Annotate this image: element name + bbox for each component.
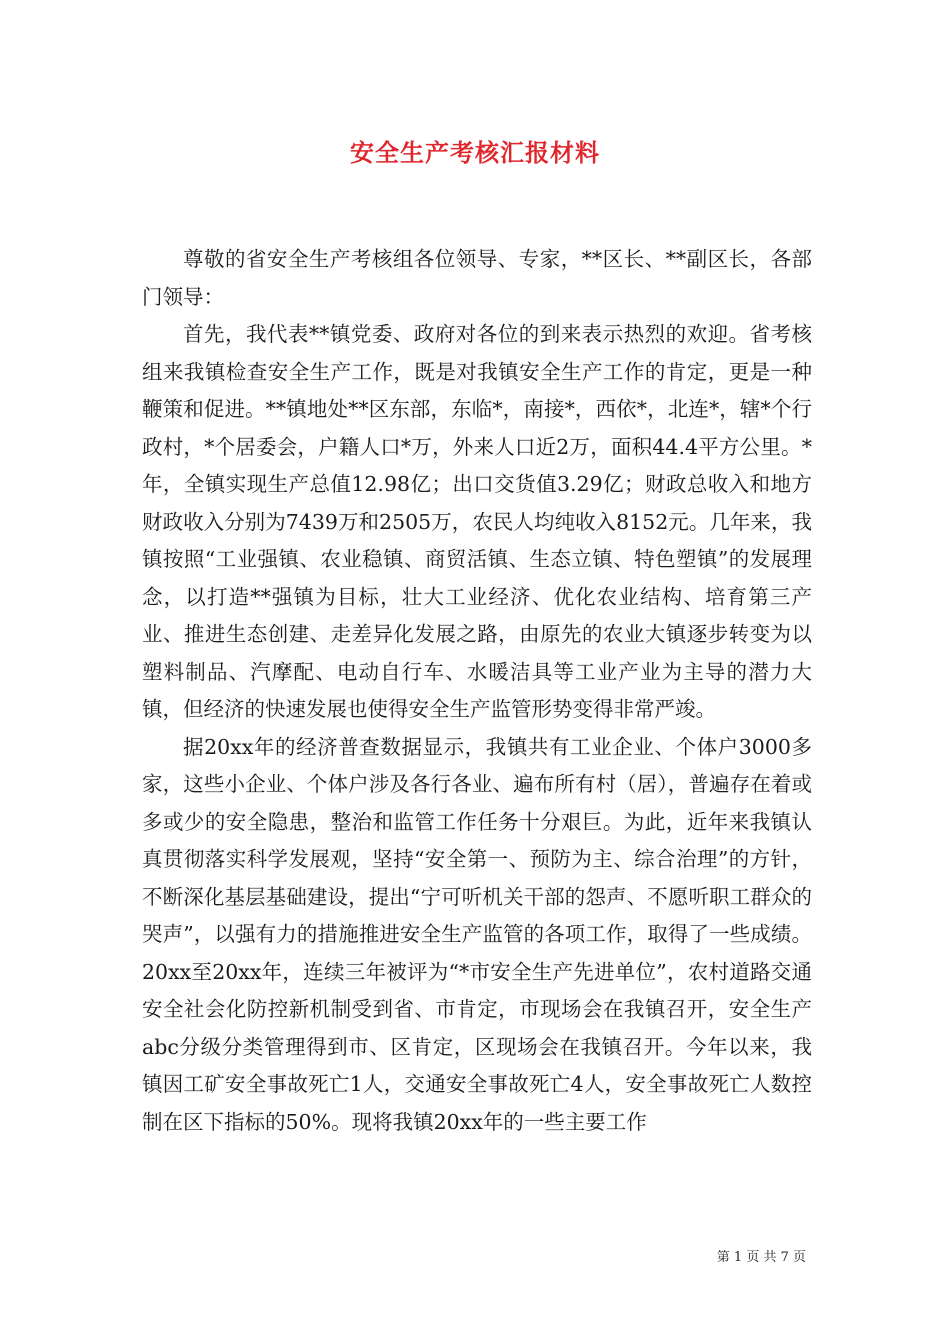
- paragraph-greeting: 尊敬的省安全生产考核组各位领导、专家，**区长、**副区长，各部门领导：: [142, 247, 812, 309]
- paragraph-overview: 据20xx年的经济普查数据显示，我镇共有工业企业、个体户3000多家，这些小企业、个体户涉及各行各业、遍布所有村（居），普遍存在着或多或少的安全隐患，整治和监管工作任务十分艰巨。为此，近年来我镇认真贯彻落实科学发展观，坚持“安全第一、预防为主、综合治理”的方针，不断深化基层基础建设，提出“宁可听机关干部的怨声、不愿听职工群众的哭声”，以强有力的措施推进安全生产监管的各项工作，取得了一些成绩。20xx至20xx年，连续三年被评为“*市安全生产先进单位”，农村道路交通安全社会化防控新机制受到省、市肯定，市现场会在我镇召开，安全生产abc分级分类管理得到市、区肯定，区现场会在我镇召开。今年以来，我镇因工矿安全事故死亡1人，交通安全事故死亡4人，安全事故死亡人数控制在区下指标的50%。现将我镇20xx年的一些主要工作: [142, 734, 812, 1134]
- paragraph-intro: 首先，我代表**镇党委、政府对各位的到来表示热烈的欢迎。省考核组来我镇检查安全生产工作，既是对我镇安全生产工作的肯定，更是一种鞭策和促进。**镇地处**区东部，东临*，南接*，西依*，北连*，辖*个行政村，*个居委会，户籍人口*万，外来人口近2万，面积44.4平方公里。*年，全镇实现生产总值12.98亿；出口交货值3.29亿；财政总收入和地方财政收入分别为7439万和2505万，农民人均纯收入8152元。几年来，我镇按照“工业强镇、农业稳镇、商贸活镇、生态立镇、特色塑镇”的发展理念，以打造**强镇为目标，壮大工业经济、优化农业结构、培育第三产业、推进生态创建、走差异化发展之路，由原先的农业大镇逐步转变为以塑料制品、汽摩配、电动自行车、水暖洁具等工业产业为主导的潜力大镇，但经济的快速发展也使得安全生产监管形势变得非常严竣。: [142, 322, 812, 721]
- page-number-footer: 第 1 页 共 7 页: [716, 1250, 806, 1265]
- document-title: 安全生产考核汇报材料: [350, 138, 600, 167]
- document-body: [142, 241, 812, 1141]
